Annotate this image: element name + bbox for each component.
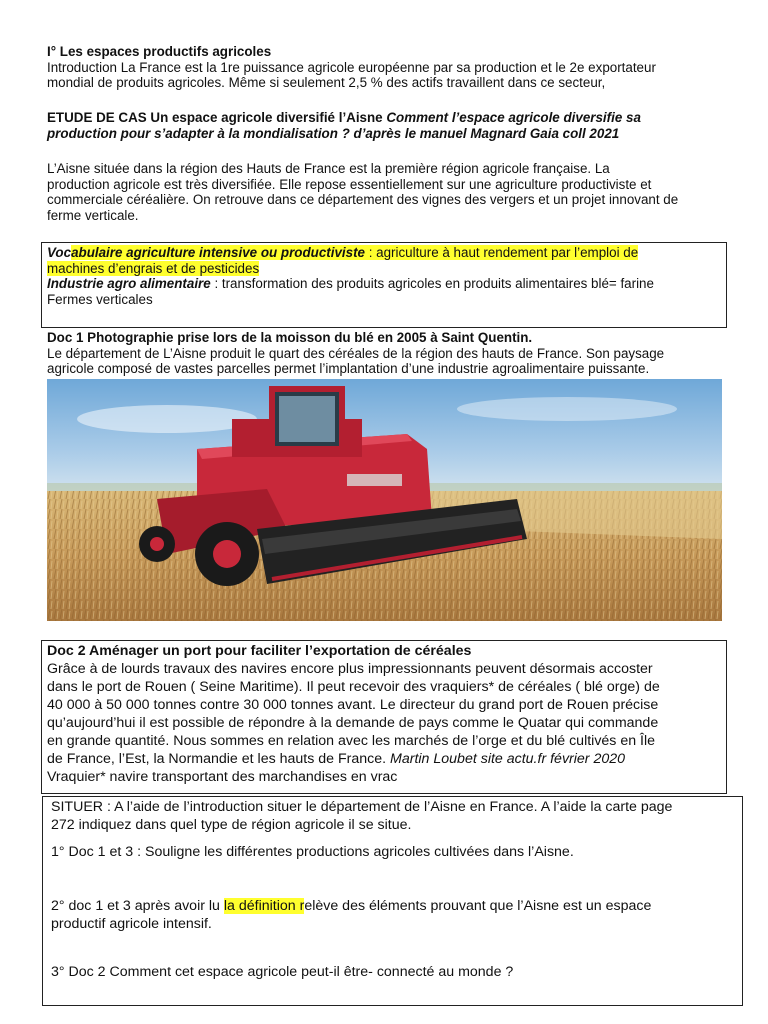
paragraph-line: L’Aisne située dans la région des Hauts de France est la première région agricole française. La <box>47 161 610 176</box>
situer-box <box>42 796 743 1006</box>
question-1: 1° Doc 1 et 3 : Souligne les différentes productions agricoles cultivées dans l’Aisne. <box>51 844 574 860</box>
harvester-photo <box>47 379 722 621</box>
doc2-line: 40 000 à 50 000 tonnes contre 30 000 tonnes avant. Le directeur du grand port de Rouen précise <box>47 697 659 713</box>
doc2-line: dans le port de Rouen ( Seine Maritime). Il peut recevoir des vraquiers* de céréales ( blé orge) de <box>47 679 660 695</box>
question-2: 2° doc 1 et 3 après avoir lu la définition relève des éléments prouvant que l’Aisne est un espace <box>51 898 652 914</box>
doc2-title: Doc 2 Aménager un port pour faciliter l’exportation de céréales <box>47 643 472 659</box>
case-study-question: Comment l’espace agricole diversifie sa <box>386 110 641 125</box>
case-study-question: production pour s’adapter à la mondialisation ? d’après le manuel Magnard Gaia coll 2021 <box>47 125 620 141</box>
doc2-line: qu’aujourd’hui il est possible de répondre à la demande de pays comme le Quatar qui commande <box>47 715 659 731</box>
vocab-definition: : transformation des produits agricoles en produits alimentaires blé= farine <box>210 276 654 292</box>
paragraph-line: commerciale céréalière. On retrouve dans ce département des vignes des vergers et un projet innovant de <box>47 192 679 208</box>
doc2-box <box>41 640 727 794</box>
paragraph-line: production agricole est très diversifiée. Elle repose essentiellement sur une agriculture productiviste et <box>47 176 652 192</box>
aisne-paragraph <box>47 161 727 223</box>
doc2-footnote: Vraquier* navire transportant des marchandises en vrac <box>47 769 398 785</box>
situer-instruction: 272 indiquez dans quel type de région agricole il se situe. <box>51 817 412 833</box>
doc2-source: Martin Loubet site actu.fr février 2020 <box>390 751 626 767</box>
case-study-heading <box>47 110 727 141</box>
doc1-block <box>47 330 727 377</box>
highlighted-definition: la définition r <box>223 898 305 914</box>
intro-line: mondial de produits agricoles. Même si seulement 2,5 % des actifs travaillent dans ce secteur, <box>47 75 606 91</box>
vocab-term-highlighted: abulaire agriculture intensive ou productiviste <box>71 245 365 260</box>
vocab-definition: machines d’engrais et de pesticides <box>47 260 260 276</box>
paragraph-line: ferme verticale. <box>47 207 139 223</box>
question-3: 3° Doc 2 Comment cet espace agricole peut-il être- connecté au monde ? <box>51 964 514 980</box>
doc1-line: agricole composé de vastes parcelles permet l’implantation d’une industrie agroalimentaire puissante. <box>47 361 650 377</box>
doc1-line: Le département de L’Aisne produit le quart des céréales de la région des hauts de France. Son paysage <box>47 345 665 361</box>
vocab-term: Industrie agro alimentaire <box>47 276 211 292</box>
question-2-continued: productif agricole intensif. <box>51 916 212 932</box>
intro-block <box>47 44 727 91</box>
section-title: I° Les espaces productifs agricoles <box>47 44 272 59</box>
doc2-line: Grâce à de lourds travaux des navires encore plus impressionnants peuvent désormais accoster <box>47 661 653 677</box>
doc2-line: de France, l’Est, la Normandie et les hauts de France. <box>47 751 391 767</box>
doc2-line: en grande quantité. Nous sommes en relation avec les marchés de l’orge et du blé cultivés en Île <box>47 733 656 749</box>
vocab-term: Voc <box>47 245 72 260</box>
combine-harvester-illustration <box>47 379 722 621</box>
vocabulary-box <box>41 242 727 328</box>
case-study-label: ETUDE DE CAS Un espace agricole diversifié l’Aisne <box>47 110 383 125</box>
vocab-definition: : agriculture à haut rendement par l’emploi de <box>364 245 639 260</box>
intro-line: Introduction La France est la 1re puissance agricole européenne par sa production et le 2e exportateur <box>47 59 656 75</box>
vocab-term: Fermes verticales <box>47 291 153 307</box>
situer-instruction: SITUER : A l’aide de l’introduction situer le département de l’Aisne en France. A l’aide la carte page <box>51 799 673 815</box>
doc1-title: Doc 1 Photographie prise lors de la moisson du blé en 2005 à Saint Quentin. <box>47 330 533 345</box>
